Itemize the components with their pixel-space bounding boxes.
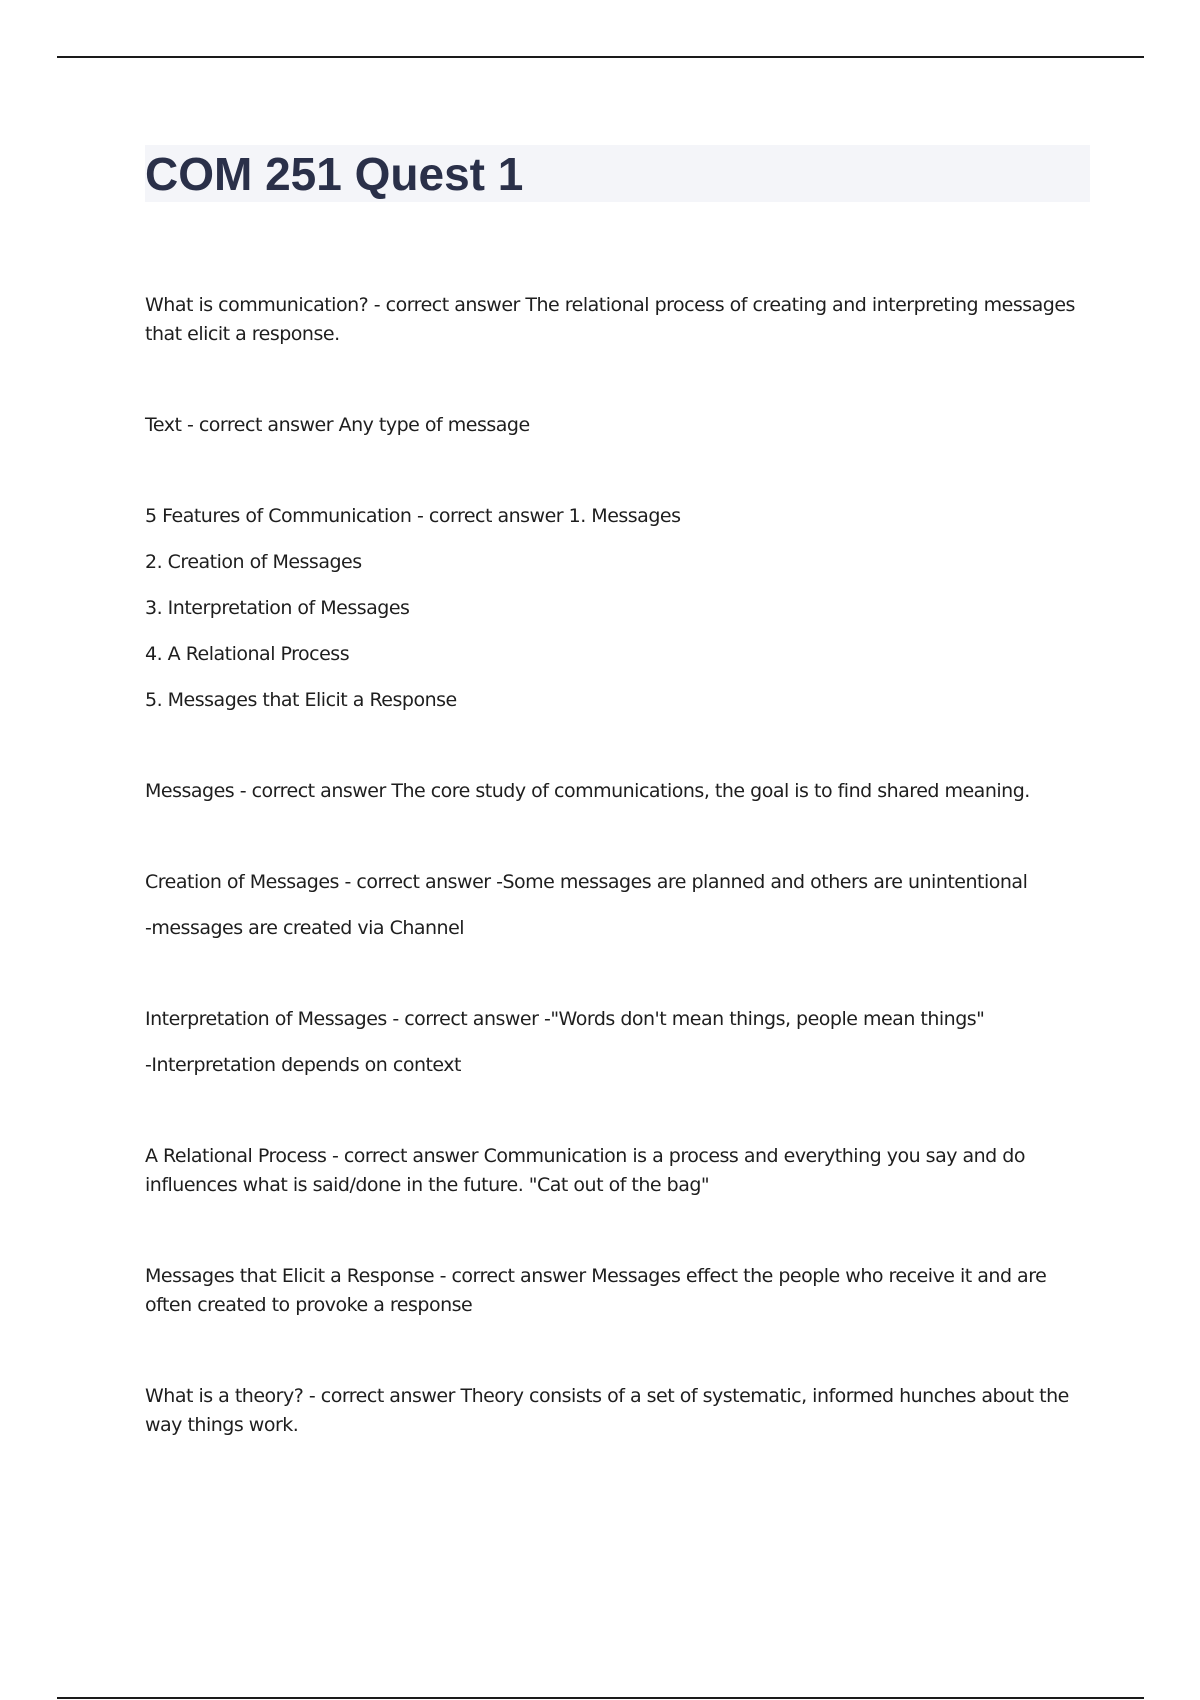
qa-interpretation-of-messages: Interpretation of Messages - correct answer -"Words don't mean things, people mean things" xyxy=(145,1008,985,1030)
qa-what-is-theory: What is a theory? - correct answer Theory consists of a set of systematic, informed hunches about the way things work. xyxy=(145,1385,1069,1436)
qa-what-is-communication: What is communication? - correct answer The relational process of creating and interpreting messages that elicit a response. xyxy=(145,294,1075,345)
qa-creation-detail: -messages are created via Channel xyxy=(145,917,465,939)
qa-creation-of-messages: Creation of Messages - correct answer -Some messages are planned and others are unintentional xyxy=(145,871,1028,893)
list-item: 2. Creation of Messages xyxy=(145,551,362,573)
list-item: 5. Messages that Elicit a Response xyxy=(145,689,457,711)
qa-elicit-response: Messages that Elicit a Response - correct answer Messages effect the people who receive it and are often created to provoke a response xyxy=(145,1265,1047,1316)
document-body xyxy=(145,291,1085,1502)
list-item: 4. A Relational Process xyxy=(145,643,350,665)
qa-messages: Messages - correct answer The core study of communications, the goal is to find shared meaning. xyxy=(145,780,1030,802)
qa-text: Text - correct answer Any type of message xyxy=(145,414,530,436)
bottom-rule xyxy=(57,1697,1144,1699)
qa-five-features: 5 Features of Communication - correct answer 1. Messages xyxy=(145,505,681,527)
page-title: COM 251 Quest 1 xyxy=(145,148,524,200)
qa-interpretation-detail: -Interpretation depends on context xyxy=(145,1054,461,1076)
qa-relational-process: A Relational Process - correct answer Communication is a process and everything you say and do influences what is said/done in the future. "Cat out of the bag" xyxy=(145,1145,1025,1196)
top-rule xyxy=(57,56,1144,58)
list-item: 3. Interpretation of Messages xyxy=(145,597,410,619)
